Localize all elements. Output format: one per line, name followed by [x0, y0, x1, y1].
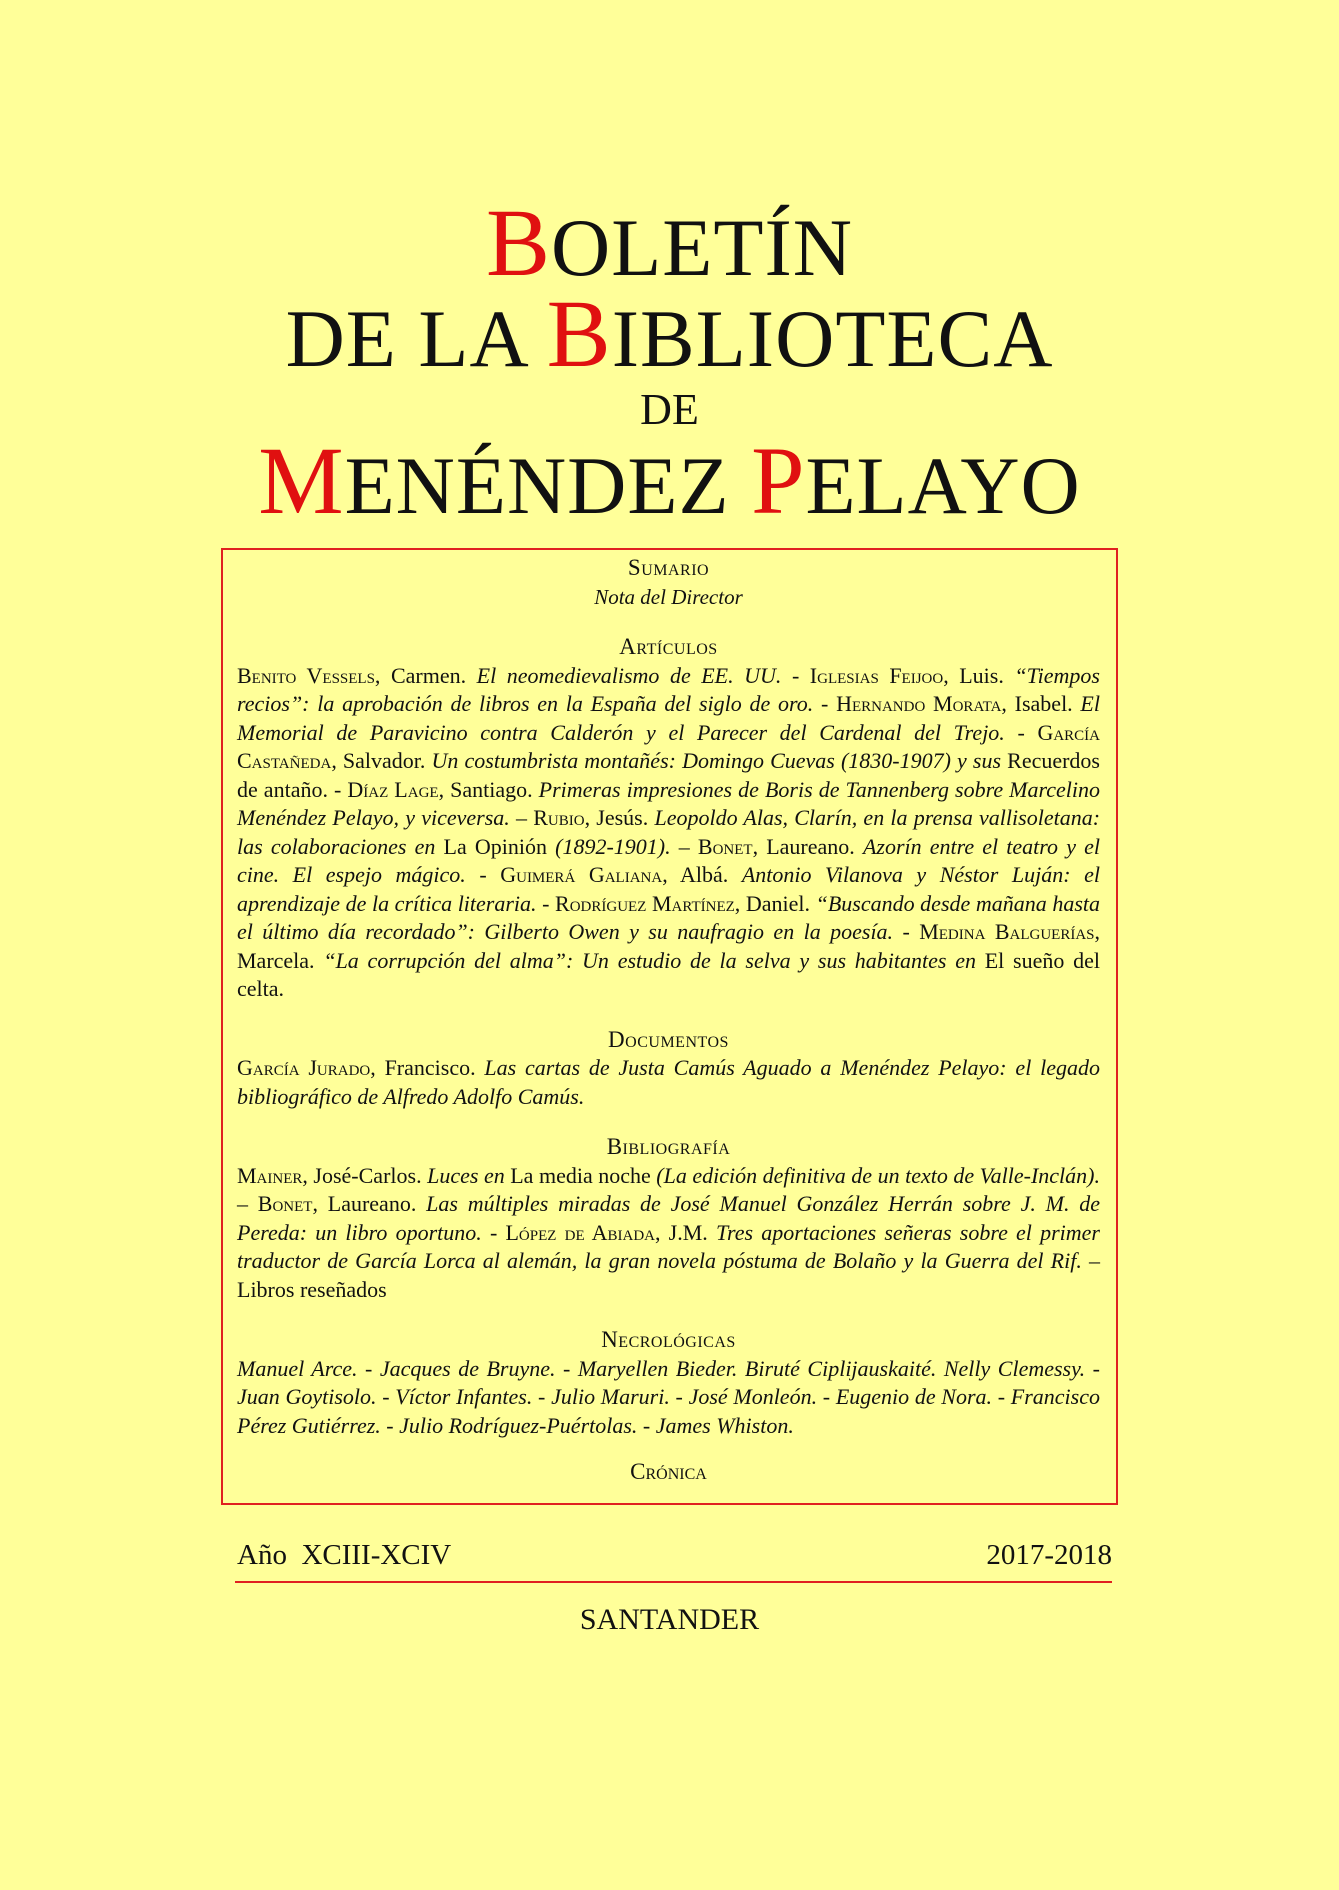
entry-title: Tres aportaciones señeras sobre el primer traductor de García Lorca al alemán, la gran novela póstuma de Bolaño y la Guerra del Rif.: [237, 1219, 1100, 1273]
entry-separator: -: [813, 691, 837, 716]
author-name: Bonet: [257, 1191, 313, 1216]
author-name: López de Abiada: [505, 1219, 655, 1245]
entry-title: Primeras impresiones de Boris de Tannenberg sobre Marcelino Menéndez Pelayo, y viceversa.: [237, 776, 1100, 830]
author-given-name: , Marcela.: [237, 919, 1100, 973]
entry-title: Un costumbrista montañés: Domingo Cuevas (1830-1907) y sus: [431, 748, 1002, 773]
entry-separator: -: [1004, 719, 1038, 745]
author-given-name: , Laureano.: [312, 1191, 427, 1216]
author-name: Díaz Lage: [347, 776, 439, 802]
entry-separator: .: [278, 976, 285, 1001]
articulos-heading: Artículos: [619, 634, 718, 659]
author-given-name: , Santiago.: [438, 776, 539, 802]
necrologicas-heading: Necrológicas: [601, 1327, 736, 1352]
sumario-heading: Sumario: [627, 555, 710, 580]
articulos-list: [237, 662, 1100, 1004]
entry-title-roman: La media noche: [504, 1162, 651, 1188]
author-name: Rubio: [533, 805, 585, 830]
author-name: Benito Vessels: [237, 662, 375, 688]
toc-entry: [237, 1055, 1100, 1109]
entry-separator: –: [670, 833, 698, 859]
author-given-name: , Francisco.: [370, 1055, 485, 1080]
issue-footer: [237, 1537, 1112, 1573]
author-name: Hernando Morata: [836, 691, 1002, 716]
entry-title: Las múltiples miradas de José Manuel González Herrán sobre J. M. de Pereda: un libro oportuno.: [237, 1191, 1101, 1245]
author-given-name: , Luis.: [943, 662, 1015, 688]
entry-title-roman: El sueño del celta: [237, 947, 1100, 1001]
entry-title: “Buscando desde mañana hasta el último día recordado”: Gilberto Owen y su naufragio en la poesía.: [237, 890, 1100, 944]
entry-title-roman: La Opinión: [435, 833, 547, 859]
entry-title: “Tiempos recios”: la aprobación de libros en la España del siglo de oro.: [237, 662, 1100, 716]
author-given-name: , José-Carlos.: [302, 1162, 428, 1188]
entry-title: “La corrupción del alma”: Un estudio de la selva y sus habitantes en: [323, 947, 976, 973]
author-name: Mainer: [237, 1162, 303, 1188]
years-label: 2017-2018: [986, 1539, 1112, 1571]
author-name: Rodríguez Martínez: [555, 890, 735, 916]
entry-separator: . -: [322, 776, 348, 802]
entry-title-cont: (1892-1901).: [546, 833, 671, 859]
cronica-heading: Crónica: [630, 1459, 707, 1484]
author-given-name: , Jesús.: [584, 805, 655, 830]
entry-separator: -: [481, 1219, 506, 1245]
author-name: García Jurado: [237, 1055, 371, 1080]
author-name: Iglesias Feijoo: [809, 662, 944, 688]
entry-title: Luces en: [427, 1162, 505, 1188]
author-name: Bonet: [697, 833, 753, 859]
title-line-2: DE LA BIBLIOTECA: [285, 280, 1054, 387]
author-given-name: , Salvador.: [331, 748, 432, 773]
director-note: Nota del Director: [594, 584, 743, 609]
entry-title: Las cartas de Justa Camús Aguado a Menéndez Pelayo: el legado bibliográfico de Alfredo Adolfo Camús.: [237, 1055, 1100, 1109]
bibliografia-heading: Bibliografía: [606, 1134, 731, 1159]
author-given-name: , Carmen.: [374, 662, 477, 688]
entry-title: Leopoldo Alas, Clarín, en la prensa vallisoletana: las colaboraciones en: [237, 805, 1101, 859]
journal-title: [0, 189, 1339, 534]
title-line-3: DE: [640, 385, 699, 434]
author-name: Guimerá Galiana: [500, 862, 663, 887]
author-given-name: , Laureano.: [752, 833, 863, 859]
author-given-name: , Isabel.: [1001, 691, 1081, 716]
title-line-4: MENÉNDEZ PELAYO: [258, 427, 1081, 534]
entry-separator: -: [465, 862, 501, 887]
bibliografia-list: [237, 1162, 1100, 1305]
entry-separator: – Libros reseñados: [237, 1248, 1100, 1302]
toc-entry: [237, 663, 810, 688]
city-label: SANTANDER: [579, 1603, 760, 1636]
documentos-list: [237, 1054, 1100, 1111]
footer-rule: [235, 1581, 1112, 1583]
entry-separator: -: [893, 919, 920, 944]
entry-title: El neomedievalismo de EE. UU.: [476, 662, 782, 688]
author-given-name: , Albá.: [662, 862, 742, 887]
entry-separator: –: [509, 805, 534, 830]
author-given-name: , Daniel.: [734, 890, 816, 916]
sumario-box: [221, 548, 1118, 1505]
entry-title-cont: (La edición definitiva de un texto de Valle-Inclán).: [650, 1162, 1100, 1188]
entry-title: Azorín entre el teatro y el cine. El espejo mágico.: [237, 833, 1100, 887]
title-line-1: BOLETÍN: [485, 189, 854, 296]
entry-separator: -: [781, 662, 810, 688]
entry-separator: -: [536, 890, 556, 916]
entry-separator: –: [237, 1191, 258, 1216]
author-given-name: , J.M.: [654, 1219, 716, 1245]
entry-title: Antonio Vilanova y Néstor Luján: el aprendizaje de la crítica literaria.: [237, 862, 1101, 916]
documentos-heading: Documentos: [608, 1026, 729, 1052]
necrologicas-text: Manuel Arce. - Jacques de Bruyne. - Maryellen Bieder. Biruté Ciplijauskaité. Nelly Clemessy. - Juan Goytisolo. - Víctor Infantes. - Julio Maruri. - José Monleón. - Eugenio de Nora. - Francisco Pérez Gutiérrez. - Julio Rodríguez-Puértolas. - James Whiston.: [237, 1355, 1100, 1438]
author-name: García Castañeda: [237, 719, 1100, 773]
author-name: Medina Balguerías: [919, 919, 1095, 944]
entry-title: El Memorial de Paravicino contra Calderón y el Parecer del Cardenal del Trejo.: [237, 691, 1100, 745]
volume-label: Año XCIII-XCIV: [237, 1539, 452, 1571]
entry-title-roman: Recuerdos de antaño: [237, 748, 1100, 802]
